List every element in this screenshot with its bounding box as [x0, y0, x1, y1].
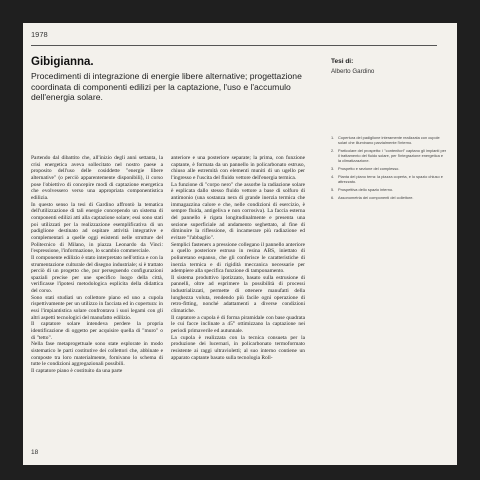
caption-item: [331, 175, 447, 185]
paragraph: Il captatore a cupola è di forma piramidale con base quadrata le cui facce inclinate a 45° ottimizzano la captazione nei periodi primaverile ed autunnale.: [171, 314, 305, 335]
article-title: Gibigianna.: [31, 56, 94, 68]
paragraph: Partendo dal dibattito che, all'inizio degli anni settanta, la crisi energetica aveva sollecitato nel nostro paese a proposito dell'uso delle cosiddette "energie libere alternative" (o perciò apparentemente disponibili), il corso pose l'obiettivo di concepire modi di captazione energetica che evolvessero verso una appropriata componentistica edilizia.: [31, 155, 163, 201]
caption-number: 2.: [331, 148, 335, 153]
caption-number: 6.: [331, 195, 335, 201]
caption-number: 5.: [331, 187, 335, 192]
thesis-author: Alberto Gardino: [331, 68, 375, 75]
caption-text: Copertura del padiglione interamente realizzata con cupole solari che illuminano parzialmente l'interno.: [338, 135, 440, 145]
paragraph: Il captatore piano è costituito da una parte: [31, 368, 123, 374]
caption-text: Prospettiva dello spazio interno.: [338, 187, 394, 192]
caption-text: Assonometria dei componenti del collettore.: [338, 195, 414, 201]
caption-number: 3.: [331, 165, 335, 171]
article-subtitle: Procedimenti di integrazione di energie libere alternative; progettazione coordinata di componenti edilizi per la captazione, l'uso e l'accumulo dell'energia solare.: [31, 71, 302, 103]
paragraph: La cupola è realizzata con la tecnica consueta per la produzione dei lucernari, in policarbonato termoformato resistente ai raggi ultravioletti; al suo interno contiene un apparato captante basato sulla tecnologia Roll-: [171, 334, 305, 361]
caption-text: Prospetto e sezione del complesso.: [338, 165, 400, 171]
caption-number: 4.: [331, 174, 335, 179]
caption-item: [331, 136, 447, 146]
paragraph: Il sistema produttivo ipotizzato, basato sulla estrusione di pannelli, oltre ad esprimere la possibilità di processi industrializzati, permette di ottenere manufatti della lunghezza voluta, rendendo più facile ogni operazione di retro-fitting, nonché adattamenti a diverse condizioni climatiche.: [171, 274, 305, 315]
body-column-1: [31, 155, 163, 457]
page-number: 18: [31, 449, 39, 456]
paragraph: Nella fase metaprogettuale sono state esplorate in modo sistematico le parti costitutive dei collettori che, abbinate e composte tra loro materialmente, fornivano lo schema di tutte le condizioni aggregazionali possibili.: [31, 341, 163, 368]
body-column-2: [171, 155, 305, 457]
year-label: 1978: [31, 30, 48, 39]
paragraph: Il componente edilizio è stato interpretato nell'ottica e con la strumentazione culturale del disegno industriale; si è trattato perciò di un progetto che, pur perseguendo configurazioni spaziali precise per une specifico luogo della città, verificasse l'ipotesi metodologica esplicita della didattica del corso.: [31, 254, 163, 295]
caption-text: Pianta del piano terra: la piazza coperta, e lo spazio chiuso e attrezzato.: [338, 174, 443, 184]
caption-item: [331, 167, 447, 172]
paragraph: Semplici fasteners a pressione collegano il pannello anteriore a quello posteriore estruso in resina ABS, iniettato di poliuretano espanso, che gli conferisce le caratteristiche di inerzia termica e di rigidità meccanica necessarie per adempiere alla specifica funzione di tamponamento.: [171, 241, 305, 275]
paragraph: anteriore e una posteriore separate; la prima, con funzione captante, è formata da un pannello in policarbonato estruso, chiuso alle estremità con elementi muniti di un ugello per l'ingresso e l'uscita del fluido vettore dell'energia termica.: [171, 155, 305, 181]
caption-item: [331, 188, 447, 193]
figure-captions: [331, 136, 447, 204]
caption-item: [331, 196, 447, 201]
caption-number: 1.: [331, 135, 335, 140]
caption-text: Particolare del prospetto: i "contenitori" captano gli impianti per il trattamento del fluido solare, per l'integrazione energetica e la climatizzazione.: [338, 148, 447, 163]
paragraph: Il captatore solare intendeva perdere la propria identificazione di oggetto per acquisire quella di "muro" o di "tetto".: [31, 321, 163, 341]
thesis-label: Tesi di:: [331, 58, 354, 65]
paragraph: In questo senso la tesi di Gardino affrontò la tematica dell'utilizzazione di tali energie concependo un sistema di componenti edilizi atti alla captazione solare; essi sono stati poi utilizzati per la realizzazione esemplificativa di un padiglione destinato ad ospitare attività integrative e complementari a quelle oggi esistenti nelle strutture del Politecnico di Milano, in piazza Leonardo da Vinci: l'espressione, l'informazione, lo scambio commerciale.: [31, 201, 163, 255]
header-rule: [31, 45, 437, 46]
paragraph: Sono stati studiati un collettore piano ed uno a cupola rispettivamente per un utilizzo in facciata ed in copertura: in essi l'impiantistica solare confrontava i suoi legami con gli altri aspetti tecnologici del manufatto edilizio.: [31, 294, 163, 321]
caption-item: [331, 149, 447, 164]
book-page: [23, 23, 457, 465]
paragraph: La funzione di "corpo nero" che assorbe la radiazione solare è esplicata dallo stesso fluido vettore a base di solfuro di antimonio (una sostanza nera di grande inerzia termica che immagazzina calore e che, nelle condizioni di esercizio, è sempre fluida, antigelivа e non corrosiva). La faccia esterna del pannello è rigata longitudinalmente e presenta una sezione superficiale ad andamento seghettato, al fine di diminuire la riflessione, di incamerare più radiazione ed evitare "l'abbaglio".: [171, 181, 305, 241]
